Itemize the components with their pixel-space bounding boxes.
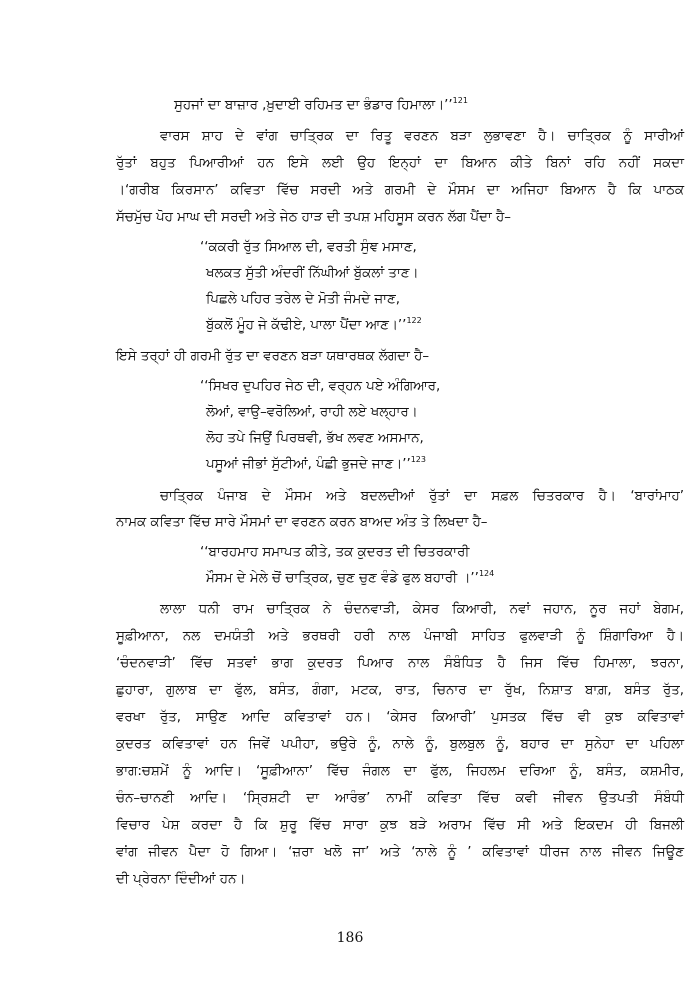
quote-123-line: ਪਸੂਆਂ ਜੀਭਾਂ ਸੁੱਟੀਆਂ, ਪੰਛੀ ਭੁਜਦੇ ਜਾਣ।’’$^{123}$ [206, 455, 426, 472]
paragraph-3-line: ਭਾਗ:ਚਸ਼ਮੇਂ ਨੂੰ ਆਦਿ। ‘ਸੂਫ਼ੀਆਨਾ’ ਵਿੱਚ ਜੰਗਲ ਦਾ ਫੁੱਲ, ਜਿਹਲਮ ਦਰਿਆ ਨੂੰ, ਬਸੰਤ, ਕਸ਼ਮੀਰ, [116, 764, 684, 779]
footnote-marker-121: 121 [452, 96, 468, 105]
paragraph-3-line: ਚੰਨ–ਚਾਨਣੀ ਆਦਿ। ‘ਸ੍ਰਿਸ਼ਟੀ ਦਾ ਆਰੰਭ’ ਨਾਮੀਂ ਕਵਿਤਾ ਵਿੱਚ ਕਵੀ ਜੀਵਨ ਉਤਪਤੀ ਸੰਬੰਧੀ [116, 791, 684, 806]
paragraph-3-line: ‘ਚੰਦਨਵਾੜੀ’ ਵਿੱਚ ਸਤਵਾਂ ਭਾਗ ਕੁਦਰਤ ਪਿਆਰ ਨਾਲ ਸੰਬੰਧਿਤ ਹੈ ਜਿਸ ਵਿੱਚ ਹਿਮਾਲਾ, ਝਰਨਾ, [116, 656, 684, 671]
paragraph-2-line: ਨਾਮਕ ਕਵਿਤਾ ਵਿੱਚ ਸਾਰੇ ਮੌਸਮਾਂ ਦਾ ਵਰਣਨ ਕਰਨ ਬਾਅਦ ਅੰਤ ਤੇ ਲਿਖਦਾ ਹੈ– [116, 515, 488, 530]
paragraph-1-line: ।‘ਗਰੀਬ ਕਿਰਸਾਨ’ ਕਵਿਤਾ ਵਿੱਚ ਸਰਦੀ ਅਤੇ ਗਰਮੀ ਦੇ ਮੌਸਮ ਦਾ ਅਜਿਹਾ ਬਿਆਨ ਹੈ ਕਿ ਪਾਠਕ [116, 183, 684, 198]
paragraph-3-line: ਦੀ ਪ੍ਰੇਰਨਾ ਦਿੰਦੀਆਂ ਹਨ। [116, 872, 246, 887]
footnote-marker-123: 123 [410, 455, 426, 464]
paragraph-3-line: ਵਾਂਗ ਜੀਵਨ ਪੈਦਾ ਹੋ ਗਿਆ। ‘ਜ਼ਰਾ ਖਲੋ ਜਾ’ ਅਤੇ ‘ਨਾਲੇ ਨੂੰ ’ ਕਵਿਤਾਵਾਂ ਧੀਰਜ ਨਾਲ ਜੀਵਨ ਜਿਊਣ [116, 845, 684, 860]
quote-121-line: ਸੁਹਜਾਂ ਦਾ ਬਾਜ਼ਾਰ ,ਖ਼ੁਦਾਈ ਰਹਿਮਤ ਦਾ ਭੰਡਾਰ ਹਿਮਾਲਾ।’’$^{121}$ [174, 96, 468, 113]
quote-122-line: ਬੁੱਕਲੋਂ ਮੂੰਹ ਜੇ ਕੱਢੀਏ, ਪਾਲਾ ਪੈਂਦਾ ਆਣ।’’$^{122}$ [206, 316, 422, 333]
paragraph-3-line: ਲਾਲਾ ਧਨੀ ਰਾਮ ਚਾਤ੍ਰਿਕ ਨੇ ਚੰਦਨਵਾੜੀ, ਕੇਸਰ ਕਿਆਰੀ, ਨਵਾਂ ਜਹਾਨ, ਨੂਰ ਜਹਾਂ ਬੇਗਮ, [160, 602, 684, 617]
quote-122-line: ਪਿਛਲੇ ਪਹਿਰ ਤਰੇਲ ਦੇ ਮੋਤੀ ਜੰਮਦੇ ਜਾਣ, [206, 292, 400, 307]
heat-intro-line: ਇਸੇ ਤਰ੍ਹਾਂ ਹੀ ਗਰਮੀ ਰੁੱਤ ਦਾ ਵਰਣਨ ਬੜਾ ਯਥਾਰਥਕ ਲੱਗਦਾ ਹੈ– [116, 349, 430, 364]
paragraph-3-line: ਸੂਫ਼ੀਆਨਾ, ਨਲ ਦਮਯੰਤੀ ਅਤੇ ਭਰਥਰੀ ਹਰੀ ਨਾਲ ਪੰਜਾਬੀ ਸਾਹਿਤ ਫੁਲਵਾੜੀ ਨੂੰ ਸ਼ਿੰਗਾਰਿਆ ਹੈ। [116, 629, 684, 644]
paragraph-3-line: ਵਿਚਾਰ ਪੇਸ਼ ਕਰਦਾ ਹੈ ਕਿ ਸ਼ੁਰੂ ਵਿੱਚ ਸਾਰਾ ਕੁਝ ਬੜੇ ਅਰਾਮ ਵਿੱਚ ਸੀ ਅਤੇ ਇਕਦਮ ਹੀ ਬਿਜਲੀ [116, 818, 684, 833]
paragraph-3-line: ਕੁਦਰਤ ਕਵਿਤਾਵਾਂ ਹਨ ਜਿਵੇਂ ਪਪੀਹਾ, ਭਉਰੇ ਨੂੰ, ਨਾਲੇ ਨੂੰ, ਬੁਲਬੁਲ ਨੂੰ, ਬਹਾਰ ਦਾ ਸੁਨੇਹਾ ਦਾ ਪਹਿਲਾ [116, 737, 684, 752]
quote-124-line: ‘‘ਬਾਰਹਮਾਹ ਸਮਾਪਤ ਕੀਤੇ, ਤਕ ਕੁਦਰਤ ਦੀ ਚਿਤਰਕਾਰੀ [200, 545, 470, 560]
quote-123-line: ‘‘ਸਿਖਰ ਦੁਪਹਿਰ ਜੇਠ ਦੀ, ਵਰ੍ਹਨ ਪਏ ਅੰਗਿਆਰ, [200, 379, 441, 394]
page-number: 186 [336, 930, 364, 946]
quote-122-line: ‘‘ਕਕਰੀ ਰੁੱਤ ਸਿਆਲ ਦੀ, ਵਰਤੀ ਸੁੰਞ ਮਸਾਣ, [200, 240, 417, 255]
paragraph-1-line: ਰੁੱਤਾਂ ਬਹੁਤ ਪਿਆਰੀਆਂ ਹਨ ਇਸੇ ਲਈ ਉਹ ਇਨ੍ਹਾਂ ਦਾ ਬਿਆਨ ਕੀਤੇ ਬਿਨਾਂ ਰਹਿ ਨਹੀਂ ਸਕਦਾ [116, 156, 684, 171]
paragraph-3-line: ਵਰਖਾ ਰੁੱਤ, ਸਾਉਣ ਆਦਿ ਕਵਿਤਾਵਾਂ ਹਨ। ‘ਕੇਸਰ ਕਿਆਰੀ’ ਪੁਸਤਕ ਵਿੱਚ ਵੀ ਕੁਝ ਕਵਿਤਾਵਾਂ [116, 710, 684, 725]
quote-122-line: ਖਲਕਤ ਸੁੱਤੀ ਅੰਦਰੀਂ ਨਿੱਘੀਆਂ ਬੁੱਕਲਾਂ ਤਾਣ। [206, 266, 419, 281]
paragraph-3-line: ਛੁਹਾਰਾ, ਗੁਲਾਬ ਦਾ ਫੁੱਲ, ਬਸੰਤ, ਗੰਗਾ, ਮਟਕ, ਰਾਤ, ਚਿਨਾਰ ਦਾ ਰੁੱਖ, ਨਿਸ਼ਾਤ ਬਾਗ਼, ਬਸੰਤ ਰੁੱਤ, [116, 683, 684, 698]
quote-123-line: ਲੋਆਂ, ਵਾਉ–ਵਰੋਲਿਆਂ, ਰਾਹੀ ਲਏ ਖਲ੍ਹਾਰ। [206, 405, 418, 420]
paragraph-1-line: ਵਾਰਸ ਸ਼ਾਹ ਦੇ ਵਾਂਗ ਚਾਤ੍ਰਿਕ ਦਾ ਰਿਤੂ ਵਰਣਨ ਬੜਾ ਲੁਭਾਵਣਾ ਹੈ। ਚਾਤ੍ਰਿਕ ਨੂੰ ਸਾਰੀਆਂ [160, 129, 684, 144]
quote-123-line: ਲੋਹ ਤਪੇ ਜਿਉਂ ਪਿਰਥਵੀ, ਭੱਖ ਲਵਣ ਅਸਮਾਨ, [206, 431, 424, 446]
paragraph-2-line: ਚਾਤ੍ਰਿਕ ਪੰਜਾਬ ਦੇ ਮੌਸਮ ਅਤੇ ਬਦਲਦੀਆਂ ਰੁੱਤਾਂ ਦਾ ਸਫ਼ਲ ਚਿਤਰਕਾਰ ਹੈ। ‘ਬਾਰਾਂਮਾਹ’ [160, 489, 684, 504]
quote-124-line: ਮੌਸਮ ਦੇ ਮੇਲੇ ਚੋਂ ਚਾਤ੍ਰਿਕ, ਚੁਣ ਚੁਣ ਵੰਡੇ ਫੁਲ ਬਹਾਰੀ ।’’$^{124}$ [206, 569, 495, 586]
footnote-marker-122: 122 [406, 316, 422, 325]
paragraph-1-line: ਸੱਚਮੁੱਚ ਪੋਹ ਮਾਘ ਦੀ ਸਰਦੀ ਅਤੇ ਜੇਠ ਹਾੜ ਦੀ ਤਪਸ਼ ਮਹਿਸੂਸ ਕਰਨ ਲੱਗ ਪੈਂਦਾ ਹੈ– [116, 210, 511, 225]
footnote-marker-124: 124 [478, 569, 495, 578]
